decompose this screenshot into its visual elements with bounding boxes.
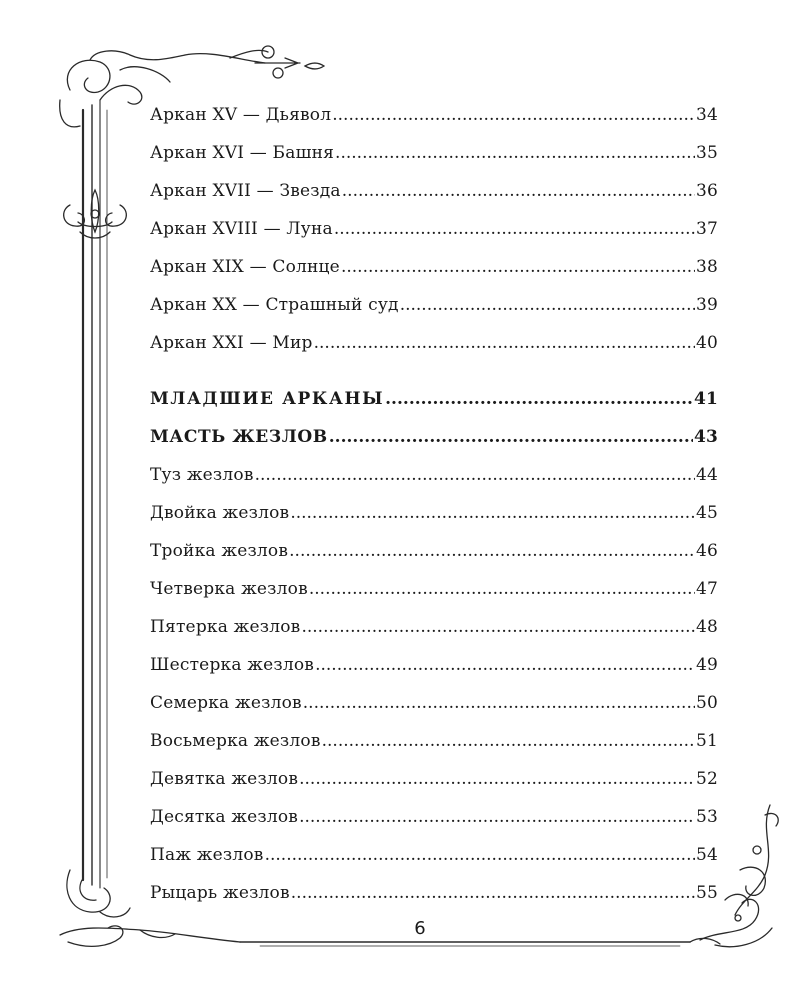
toc-entry-title: МАСТЬ ЖЕЗЛОВ [150, 427, 328, 447]
toc-entry[interactable] [150, 532, 718, 570]
toc-entry[interactable] [150, 96, 718, 134]
toc-entry[interactable] [150, 874, 718, 912]
toc-dot-leader [322, 722, 695, 760]
toc-dot-leader [314, 324, 695, 362]
toc-entry-title: Восьмерка жезлов [150, 731, 321, 751]
toc-entry-page: 41 [693, 389, 718, 409]
toc-entry[interactable] [150, 456, 718, 494]
toc-entry-page: 45 [695, 503, 718, 523]
toc-entry[interactable] [150, 798, 718, 836]
toc-entry[interactable] [150, 210, 718, 248]
toc-dot-leader [341, 248, 695, 286]
page-number: 6 [414, 918, 426, 939]
toc-entry[interactable] [150, 646, 718, 684]
toc-entry-page: 34 [695, 105, 718, 125]
toc-entry[interactable] [150, 836, 718, 874]
toc-entry-page: 51 [695, 731, 718, 751]
toc-dot-leader [334, 210, 695, 248]
toc-entry-title: Тройка жезлов [150, 541, 289, 561]
toc-entry[interactable] [150, 324, 718, 362]
toc-entry-page: 55 [695, 883, 718, 903]
toc-entry-page: 46 [695, 541, 718, 561]
toc-entry[interactable] [150, 494, 718, 532]
toc-dot-leader [299, 798, 695, 836]
toc-entry[interactable] [150, 134, 718, 172]
toc-entry[interactable] [150, 760, 718, 798]
toc-entry-title: Аркан XX — Страшный суд [150, 295, 399, 315]
toc-entry-page: 50 [695, 693, 718, 713]
toc-entry-title: Паж жезлов [150, 845, 264, 865]
toc-dot-leader [290, 494, 695, 532]
toc-entry-title: Туз жезлов [150, 465, 254, 485]
toc-entry-title: Двойка жезлов [150, 503, 290, 523]
toc-entry[interactable] [150, 286, 718, 324]
table-of-contents [150, 96, 718, 912]
toc-dot-leader [335, 134, 695, 172]
toc-entry-title: Пятерка жезлов [150, 617, 301, 637]
toc-entry-title: Аркан XVIII — Луна [150, 219, 333, 239]
toc-dot-leader [291, 874, 695, 912]
toc-entry-title: Аркан XIX — Солнце [150, 257, 340, 277]
toc-dot-leader [315, 646, 695, 684]
toc-dot-leader [332, 96, 695, 134]
toc-entry-page: 49 [695, 655, 718, 675]
toc-entry[interactable] [150, 172, 718, 210]
toc-dot-leader [299, 760, 695, 798]
toc-dot-leader [255, 456, 695, 494]
toc-entry-page: 43 [693, 427, 718, 447]
toc-dot-leader [265, 836, 695, 874]
toc-entry[interactable] [150, 248, 718, 286]
toc-dot-leader [329, 418, 693, 456]
toc-entry-page: 53 [695, 807, 718, 827]
toc-entry-page: 47 [695, 579, 718, 599]
toc-entry-title: Аркан XVII — Звезда [150, 181, 341, 201]
toc-dot-leader [309, 570, 695, 608]
toc-entry-title: Шестерка жезлов [150, 655, 315, 675]
toc-entry-page: 36 [695, 181, 718, 201]
toc-entry-page: 35 [695, 143, 718, 163]
toc-section-heading[interactable] [150, 380, 718, 418]
toc-entry-page: 40 [695, 333, 718, 353]
toc-entry-page: 38 [695, 257, 718, 277]
toc-dot-leader [303, 684, 695, 722]
toc-entry-page: 52 [695, 769, 718, 789]
toc-entry-page: 39 [695, 295, 718, 315]
toc-entry-title: Десятка жезлов [150, 807, 299, 827]
toc-subsection-heading[interactable] [150, 418, 718, 456]
toc-entry[interactable] [150, 570, 718, 608]
toc-dot-leader [385, 380, 693, 418]
toc-dot-leader [301, 608, 695, 646]
toc-entry-title: МЛАДШИЕ АРКАНЫ [150, 389, 385, 409]
toc-entry-title: Семерка жезлов [150, 693, 302, 713]
toc-entry-title: Аркан XXI — Мир [150, 333, 313, 353]
toc-entry-title: Четверка жезлов [150, 579, 308, 599]
toc-entry[interactable] [150, 684, 718, 722]
left-side-ornament-icon [64, 190, 127, 238]
toc-entry-title: Аркан XV — Дьявол [150, 105, 332, 125]
toc-entry-page: 37 [695, 219, 718, 239]
toc-entry[interactable] [150, 722, 718, 760]
toc-entry[interactable] [150, 608, 718, 646]
toc-entry-page: 48 [695, 617, 718, 637]
toc-entry-title: Аркан XVI — Башня [150, 143, 335, 163]
toc-dot-leader [342, 172, 695, 210]
toc-entry-title: Рыцарь жезлов [150, 883, 290, 903]
toc-entry-title: Девятка жезлов [150, 769, 299, 789]
toc-dot-leader [289, 532, 695, 570]
toc-entry-page: 44 [695, 465, 718, 485]
toc-entry-page: 54 [695, 845, 718, 865]
toc-dot-leader [400, 286, 695, 324]
